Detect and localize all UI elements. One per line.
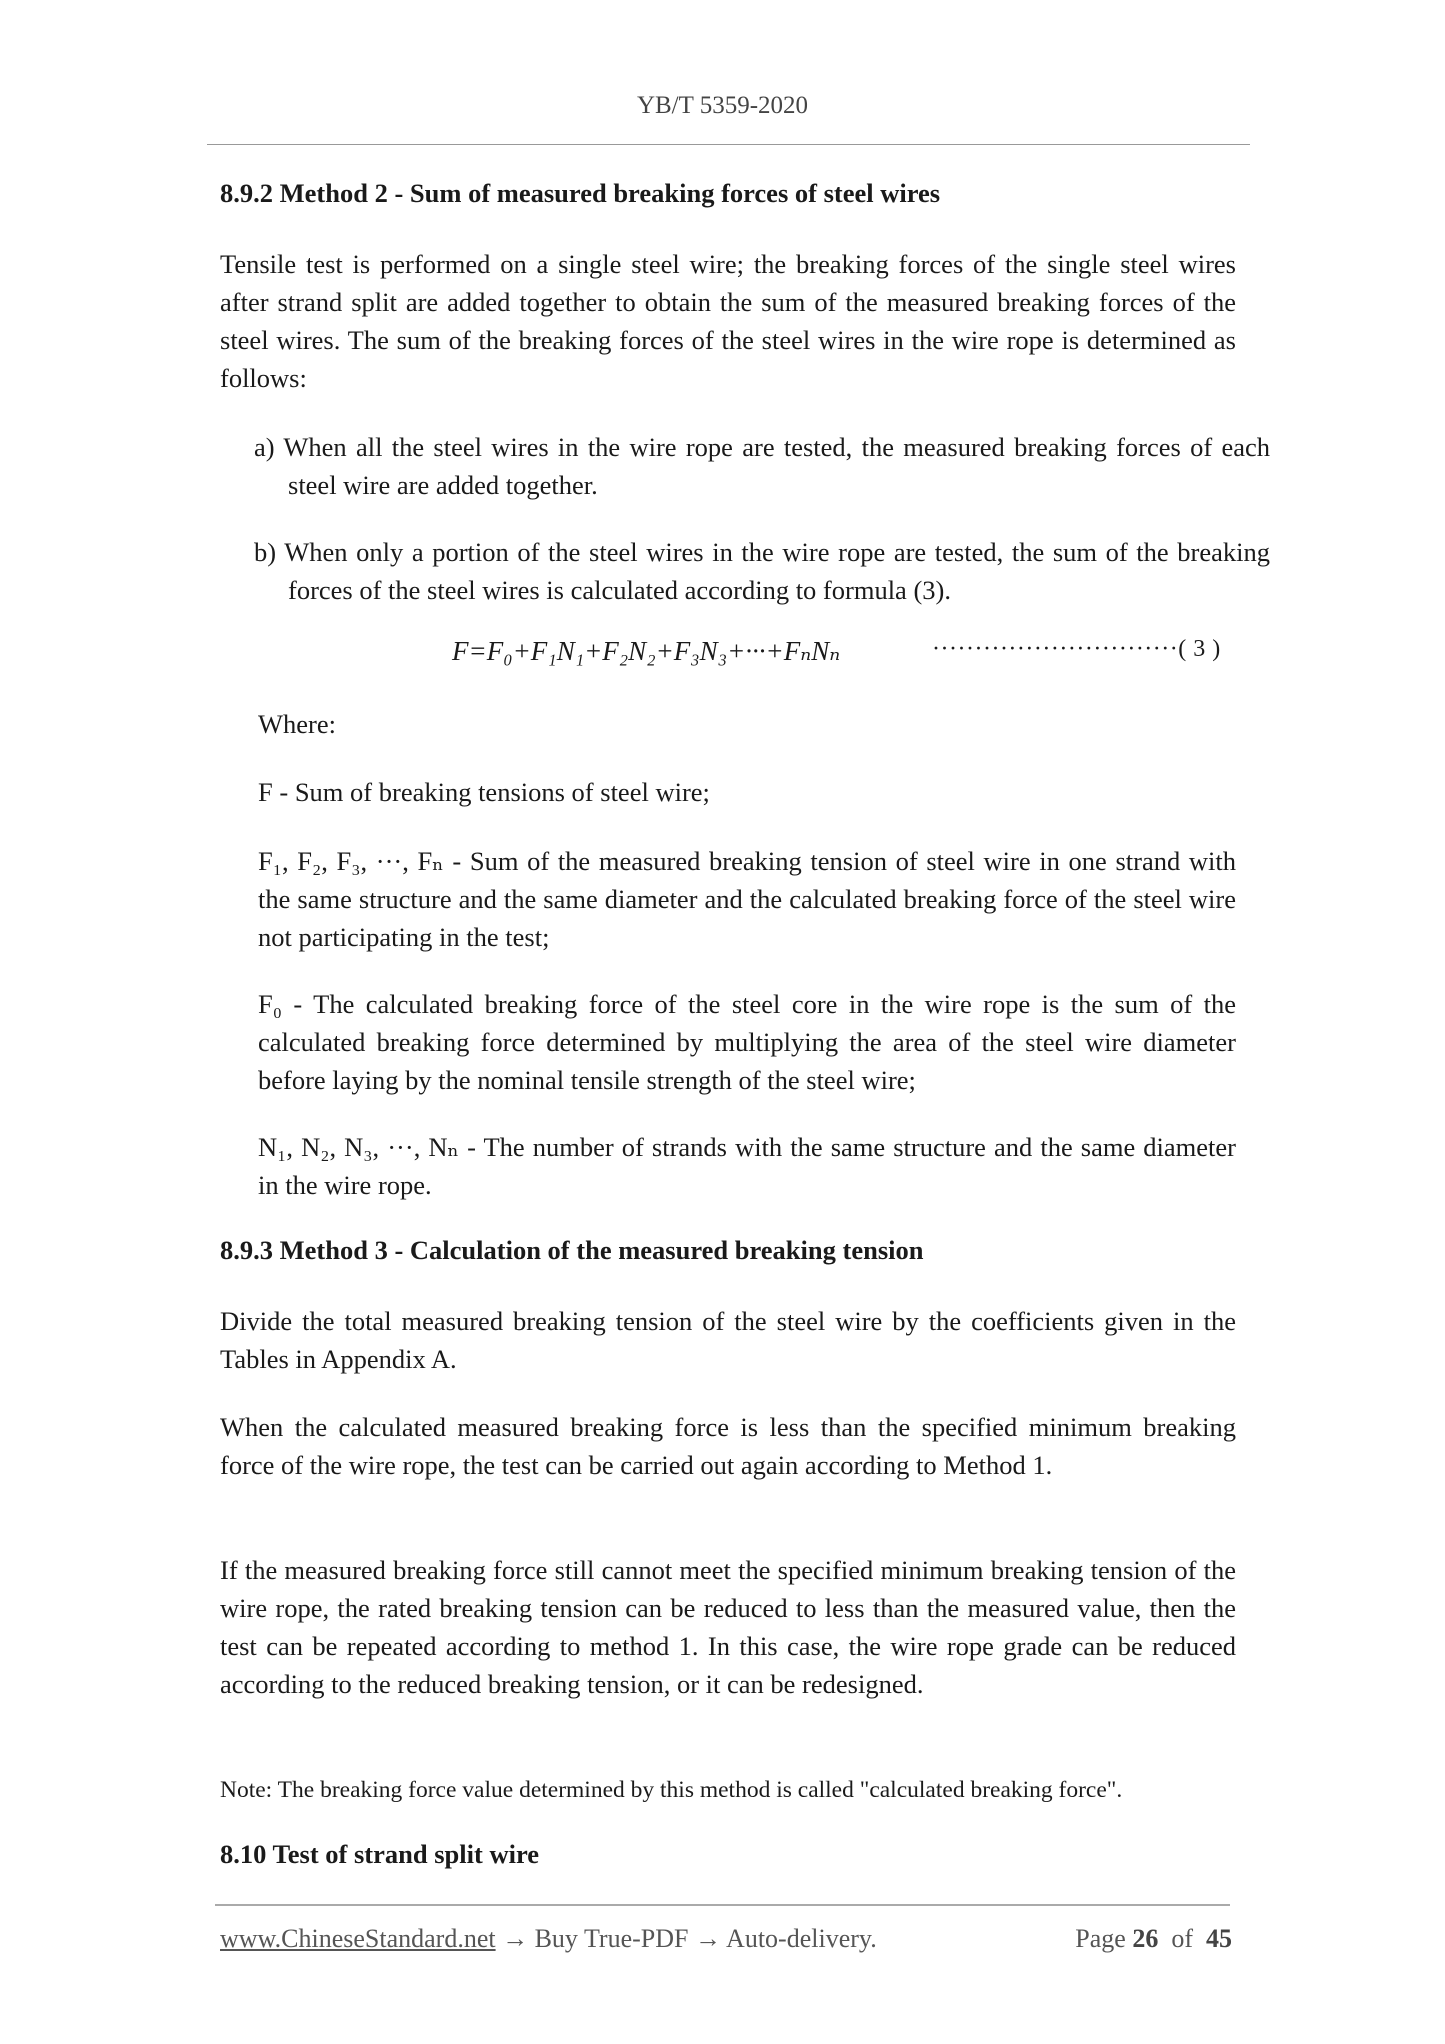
page-footer	[220, 1924, 1232, 1954]
header-divider	[207, 144, 1250, 145]
section-heading-8-10: 8.10 Test of strand split wire	[220, 1839, 540, 1869]
definition-f0: F₀ - The calculated breaking force of the steel core in the wire rope is the sum of the calculated breaking force determined by multiplying the area of the steel wire diameter before laying by the nominal tensile strength of the steel wire;	[258, 989, 1236, 1095]
definition-f: F - Sum of breaking tensions of steel wire;	[258, 777, 710, 807]
page-number: 26	[1132, 1924, 1159, 1953]
paragraph: Divide the total measured breaking tension of the steel wire by the coefficients given in the Tables in Appendix A.	[220, 1306, 1236, 1374]
website-link[interactable]: www.ChineseStandard.net	[220, 1924, 496, 1953]
footer-promo	[220, 1924, 877, 1954]
footer-promo-text: → Buy True-PDF → Auto-delivery.	[495, 1924, 877, 1953]
of-label: of	[1171, 1924, 1193, 1953]
where-label: Where:	[258, 709, 336, 739]
total-pages: 45	[1206, 1924, 1232, 1953]
list-item-a: a) When all the steel wires in the wire rope are tested, the measured breaking forces of each steel wire are added together.	[254, 432, 1270, 500]
section-heading-8-9-2: 8.9.2 Method 2 - Sum of measured breaking forces of steel wires	[220, 178, 941, 208]
footer-divider	[215, 1904, 1230, 1906]
list-item-b: b) When only a portion of the steel wires in the wire rope are tested, the sum of the breaking forces of the steel wires is calculated according to formula (3).	[254, 537, 1270, 605]
paragraph: When the calculated measured breaking force is less than the specified minimum breaking force of the wire rope, the test can be carried out again according to Method 1.	[220, 1412, 1236, 1480]
page-indicator	[1075, 1924, 1232, 1954]
formula-number: ·····························( 3 )	[932, 636, 1221, 662]
paragraph: Tensile test is performed on a single steel wire; the breaking forces of the single steel wires after strand split are added together to obtain the sum of the measured breaking forces of the steel wires. The sum of the breaking forces of the steel wires in the wire rope is determined as follows:	[220, 249, 1236, 393]
section-heading-8-9-3: 8.9.3 Method 3 - Calculation of the measured breaking tension	[220, 1235, 924, 1265]
formula: F=F₀+F₁N₁+F₂N₂+F₃N₃+···+FₙNₙ	[452, 636, 841, 666]
definition-nn: N₁, N₂, N₃, ···, Nₙ - The number of strands with the same structure and the same diameter in the wire rope.	[258, 1132, 1236, 1200]
paragraph: If the measured breaking force still cannot meet the specified minimum breaking tension of the wire rope, the rated breaking tension can be reduced to less than the measured value, then the test can be repeated according to method 1. In this case, the wire rope grade can be reduced according to the reduced breaking tension, or it can be redesigned.	[220, 1555, 1236, 1699]
document-id-header: YB/T 5359-2020	[636, 92, 809, 119]
note: Note: The breaking force value determined by this method is called "calculated breaking force".	[220, 1777, 1123, 1803]
page-label: Page	[1075, 1924, 1126, 1953]
definition-fn: F₁, F₂, F₃, ···, Fₙ - Sum of the measured breaking tension of steel wire in one strand with the same structure and the same diameter and the calculated breaking force of the steel wire not participating in the test;	[258, 846, 1236, 952]
